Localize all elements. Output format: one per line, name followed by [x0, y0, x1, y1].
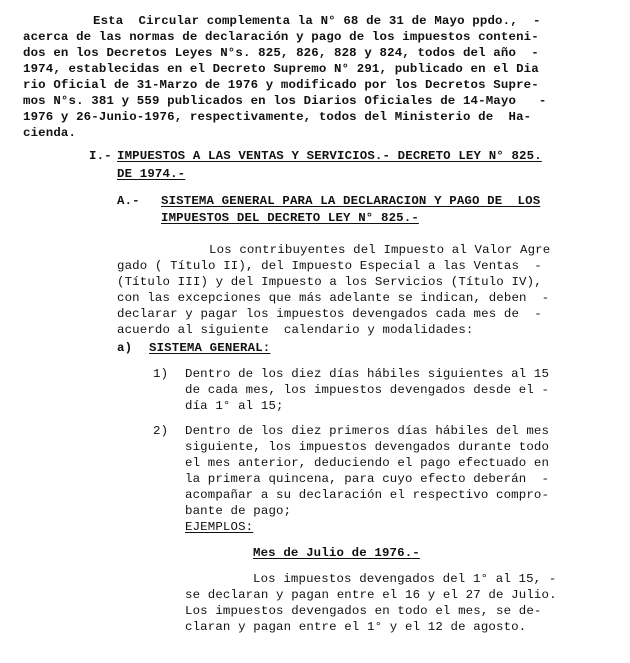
section-a-paragraph-line: declarar y pagar los impuestos devengados cada mes de -: [117, 307, 542, 321]
intro-line: 1976 y 26-Junio-1976, respectivamente, todos del Ministerio de Ha-: [23, 110, 532, 124]
intro-line: Esta Circular complementa la N° 68 de 31 de Mayo ppdo., -: [93, 14, 541, 28]
item-line: Dentro de los diez primeros días hábiles del mes: [185, 424, 550, 438]
section-a-title: IMPUESTOS DEL DECRETO LEY N° 825.-: [161, 211, 419, 225]
example-line: Los impuestos devengados en todo el mes, se de-: [185, 604, 542, 618]
examples-heading: EJEMPLOS:: [185, 520, 254, 534]
intro-line: acerca de las normas de declaración y pago de los impuestos conteni-: [23, 30, 539, 44]
section-a-paragraph-line: gado ( Título II), del Impuesto Especial a las Ventas -: [117, 259, 542, 273]
item-line: acompañar a su declaración el respectivo compro-: [185, 488, 550, 502]
item-number: 2): [153, 424, 169, 438]
item-line: día 1° al 15;: [185, 399, 284, 413]
item-line: la primera quincena, para cuyo efecto deberán -: [185, 472, 550, 486]
intro-line: rio Oficial de 31-Marzo de 1976 y modificado por los Decretos Supre-: [23, 78, 539, 92]
subsection-a-marker: a): [117, 341, 133, 355]
item-line: siguiente, los impuestos devengados durante todo: [185, 440, 550, 454]
intro-line: cienda.: [23, 126, 77, 140]
item-line: bante de pago;: [185, 504, 292, 518]
intro-line: 1974, establecidas en el Decreto Supremo N° 291, publicado en el Dia: [23, 62, 539, 76]
item-number: 1): [153, 367, 169, 381]
section-i-title: DE 1974.-: [117, 167, 186, 181]
section-a-paragraph-line: acuerdo al siguiente calendario y modalidades:: [117, 323, 474, 337]
section-a-marker: A.-: [117, 194, 140, 208]
section-a-title: SISTEMA GENERAL PARA LA DECLARACION Y PAGO DE LOS: [161, 194, 541, 208]
item-line: Dentro de los diez días hábiles siguientes al 15: [185, 367, 550, 381]
examples-month-title: Mes de Julio de 1976.-: [253, 546, 420, 560]
example-line: claran y pagan entre el 1° y el 12 de agosto.: [185, 620, 527, 634]
section-a-paragraph-line: (Título III) y del Impuesto a los Servicios (Título IV),: [117, 275, 542, 289]
item-line: de cada mes, los impuestos devengados desde el -: [185, 383, 550, 397]
section-a-paragraph-line: Los contribuyentes del Impuesto al Valor Agre: [209, 243, 551, 257]
item-line: el mes anterior, deduciendo el pago efectuado en: [185, 456, 550, 470]
intro-line: mos N°s. 381 y 559 publicados en los Diarios Oficiales de 14-Mayo -: [23, 94, 547, 108]
example-line: se declaran y pagan entre el 16 y el 27 de Julio.: [185, 588, 557, 602]
section-i-title: IMPUESTOS A LAS VENTAS Y SERVICIOS.- DECRETO LEY N° 825.: [117, 149, 542, 163]
section-a-paragraph-line: con las excepciones que más adelante se indican, deben -: [117, 291, 550, 305]
intro-line: dos en los Decretos Leyes N°s. 825, 826, 828 y 824, todos del año -: [23, 46, 539, 60]
subsection-a-title: SISTEMA GENERAL:: [149, 341, 271, 355]
section-i-marker: I.-: [89, 149, 112, 163]
example-line: Los impuestos devengados del 1° al 15, -: [253, 572, 557, 586]
